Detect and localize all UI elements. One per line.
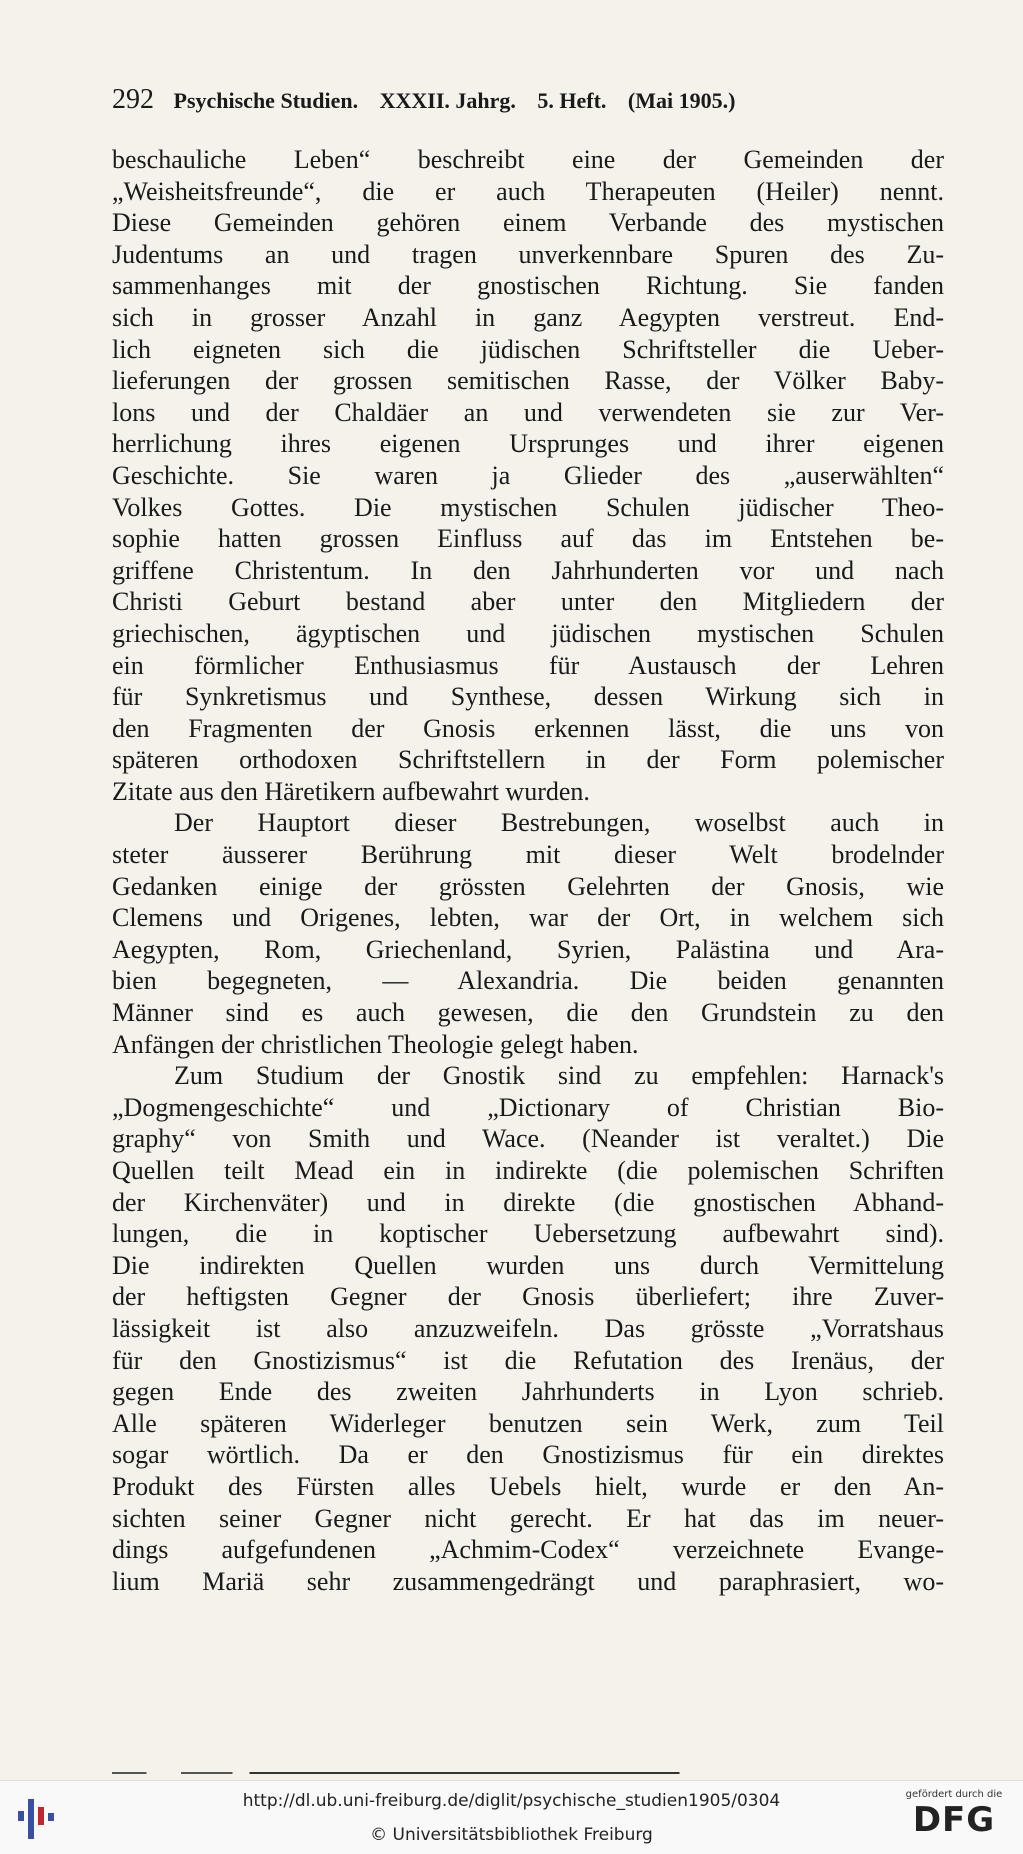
text-line: lieferungen der grossen semitischen Rasse, der Völker Baby-	[112, 366, 944, 396]
text-line: sophie hatten grossen Einfluss auf das im Entstehen be-	[112, 524, 944, 554]
text-line: der Kirchenväter) und in direkte (die gnostischen Abhand-	[112, 1187, 944, 1217]
journal-title: Psychische Studien.	[173, 88, 359, 113]
text-line: den Fragmenten der Gnosis erkennen lässt, die uns von	[112, 713, 944, 743]
text-line: sogar wörtlich. Da er den Gnostizismus für ein direktes	[112, 1440, 944, 1470]
running-header	[112, 84, 912, 116]
text-line: griechischen, ägyptischen und jüdischen mystischen Schulen	[112, 618, 944, 648]
text-line: Clemens und Origenes, lebten, war der Ort, in welchem sich	[112, 903, 944, 933]
body-text	[112, 144, 944, 1597]
bottom-rule	[112, 1772, 972, 1774]
text-line: Volkes Gottes. Die mystischen Schulen jüdischer Theo-	[112, 492, 944, 522]
text-line: Alle späteren Widerleger benutzen sein Werk, zum Teil	[112, 1408, 944, 1438]
text-line: beschauliche Leben“ beschreibt eine der Gemeinden der	[112, 145, 944, 174]
text-line: „Weisheitsfreunde“, die er auch Therapeuten (Heiler) nennt.	[112, 176, 944, 206]
text-line: bien begegneten, — Alexandria. Die beiden genannten	[112, 966, 944, 996]
source-url-link[interactable]: http://dl.ub.uni-freiburg.de/diglit/psychische_studien1905/0304	[242, 1791, 781, 1811]
text-line: Gedanken einige der grössten Gelehrten der Gnosis, wie	[112, 871, 944, 901]
text-line: für den Gnostizismus“ ist die Refutation des Irenäus, der	[112, 1345, 944, 1375]
copyright-notice: © Universitätsbibliothek Freiburg	[370, 1825, 653, 1845]
text-line: griffene Christentum. In den Jahrhunderten vor und nach	[112, 555, 944, 585]
text-line: steter äusserer Berührung mit dieser Welt brodelnder	[112, 840, 944, 870]
text-line: Judentums an und tragen unverkennbare Spuren des Zu-	[112, 239, 944, 269]
page-number: 292	[112, 84, 154, 115]
text-line: sichten seiner Gegner nicht gerecht. Er hat das im neuer-	[112, 1503, 944, 1533]
issue: 5. Heft.	[537, 88, 607, 113]
text-line: dings aufgefundenen „Achmim-Codex“ verzeichnete Evange-	[112, 1535, 944, 1565]
volume: XXXII. Jahrg.	[379, 88, 516, 113]
dfg-logo	[899, 1789, 1009, 1849]
text-line: lich eigneten sich die jüdischen Schriftsteller die Ueber-	[112, 334, 944, 364]
text-line: Der Hauptort dieser Bestrebungen, woselbst auch in	[174, 808, 944, 838]
text-line: lungen, die in koptischer Uebersetzung aufbewahrt sind).	[112, 1219, 944, 1249]
text-line: sich in grosser Anzahl in ganz Aegypten verstreut. End-	[112, 302, 944, 332]
text-line: ein förmlicher Enthusiasmus für Austausch der Lehren	[112, 650, 944, 680]
text-line: sammenhanges mit der gnostischen Richtung. Sie fanden	[112, 271, 944, 301]
text-line: gegen Ende des zweiten Jahrhunderts in Lyon schrieb.	[112, 1377, 944, 1407]
text-line: Quellen teilt Mead ein in indirekte (die polemischen Schriften	[112, 1156, 944, 1185]
text-line: Aegypten, Rom, Griechenland, Syrien, Palästina und Ara-	[112, 934, 944, 964]
text-line: Geschichte. Sie waren ja Glieder des „auserwählten“	[112, 460, 944, 490]
text-line: lässigkeit ist also anzuzweifeln. Das grösste „Vorratshaus	[112, 1313, 944, 1343]
text-line: lons und der Chaldäer an und verwendeten sie zur Ver-	[112, 397, 944, 427]
dfg-wordmark: DFG	[912, 1800, 996, 1840]
text-line: Zitate aus den Häretikern aufbewahrt wurden.	[112, 776, 590, 806]
text-line: Zum Studium der Gnostik sind zu empfehlen: Harnack's	[174, 1061, 944, 1091]
text-line: der heftigsten Gegner der Gnosis überliefert; ihre Zuver-	[112, 1282, 944, 1312]
text-line: späteren orthodoxen Schriftstellern in der Form polemischer	[112, 745, 944, 775]
text-line: graphy“ von Smith und Wace. (Neander ist veraltet.) Die	[112, 1124, 944, 1154]
text-line: lium Mariä sehr zusammengedrängt und paraphrasiert, wo-	[112, 1566, 944, 1596]
text-line: für Synkretismus und Synthese, dessen Wirkung sich in	[112, 682, 944, 712]
text-line: Die indirekten Quellen wurden uns durch Vermittelung	[112, 1250, 944, 1280]
viewer-footer	[0, 1780, 1023, 1854]
text-line: Anfängen der christlichen Theologie gelegt haben.	[112, 1029, 639, 1059]
issue-date: (Mai 1905.)	[627, 88, 736, 113]
text-line: „Dogmengeschichte“ und „Dictionary of Christian Bio-	[112, 1092, 944, 1122]
text-line: Männer sind es auch gewesen, die den Grundstein zu den	[112, 998, 944, 1028]
text-line: Produkt des Fürsten alles Uebels hielt, wurde er den An-	[112, 1471, 944, 1501]
dfg-tagline: gefördert durch die	[905, 1789, 1003, 1800]
text-line: herrlichung ihres eigenen Ursprunges und ihrer eigenen	[112, 429, 944, 459]
text-line: Diese Gemeinden gehören einem Verbande des mystischen	[112, 208, 944, 238]
text-line: Christi Geburt bestand aber unter den Mitgliedern der	[112, 587, 944, 617]
